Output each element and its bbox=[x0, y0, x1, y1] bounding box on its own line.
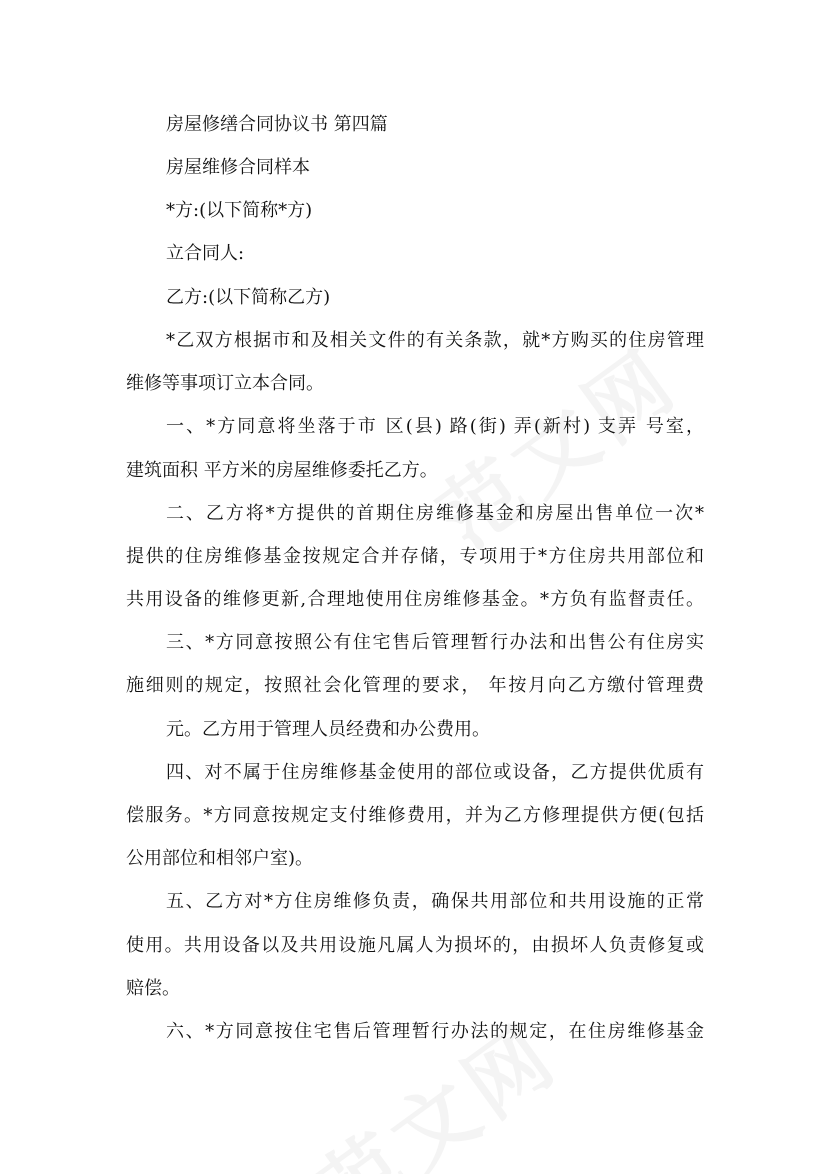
paragraph-line: 维修等事项订立本合同。 bbox=[126, 373, 324, 394]
paragraph-line: 使用。共用设备以及共用设施凡属人为损坏的，由损坏人负责修复或 bbox=[126, 935, 704, 956]
paragraph-line: 公用部位和相邻户室)。 bbox=[126, 848, 314, 869]
paragraph-line: 五、乙方对*方住房维修负责，确保共用部位和共用设施的正常 bbox=[166, 891, 704, 912]
paragraph-line: 赔偿。 bbox=[126, 978, 180, 999]
paragraph-line: 四、对不属于住房维修基金使用的部位或设备，乙方提供优质有 bbox=[166, 762, 704, 783]
subtitle-line: 房屋维修合同样本 bbox=[166, 157, 310, 178]
paragraph-line: 二、乙方将*方提供的首期住房维修基金和房屋出售单位一次* bbox=[166, 503, 704, 524]
paragraph-line: 六、*方同意按住宅售后管理暂行办法的规定，在住房维修基金 bbox=[166, 1021, 704, 1042]
paragraph-line: 共用设备的维修更新,合理地使用住房维修基金。*方负有监督责任。 bbox=[126, 589, 704, 610]
paragraph-line: 偿服务。*方同意按规定支付维修费用，并为乙方修理提供方便(包括 bbox=[126, 805, 704, 826]
paragraph-line: *乙双方根据市和及相关文件的有关条款，就*方购买的住房管理 bbox=[166, 330, 704, 351]
contract-person-line: 立合同人: bbox=[166, 243, 245, 264]
document-title: 房屋修缮合同协议书 第四篇 bbox=[166, 114, 388, 135]
paragraph-line: 元。乙方用于管理人员经费和办公费用。 bbox=[166, 719, 490, 740]
paragraph-line: 一、*方同意将坐落于市 区(县) 路(街) 弄(新村) 支弄 号室， bbox=[166, 416, 704, 437]
watermark bbox=[411, 317, 698, 570]
party-a-line: *方:(以下简称*方) bbox=[166, 200, 313, 221]
party-b-line: 乙方:(以下简称乙方) bbox=[166, 287, 331, 308]
paragraph-line: 施细则的规定，按照社会化管理的要求， 年按月向乙方缴付管理费 bbox=[126, 675, 704, 696]
paragraph-line: 三、*方同意按照公有住宅售后管理暂行办法和出售公有住房实 bbox=[166, 632, 704, 653]
paragraph-line: 建筑面积 平方米的房屋维修委托乙方。 bbox=[126, 460, 438, 481]
paragraph-line: 提供的住房维修基金按规定合并存储，专项用于*方住房共用部位和 bbox=[126, 546, 704, 567]
